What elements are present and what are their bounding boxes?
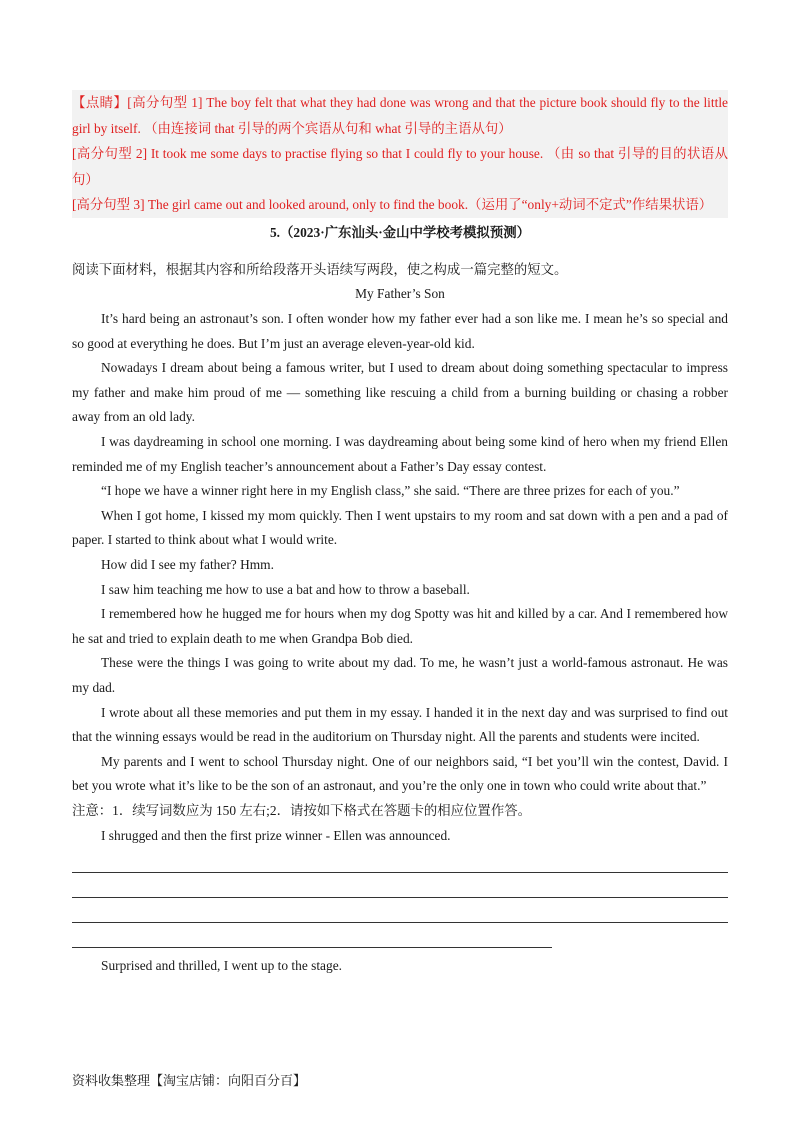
document-body: [72, 90, 728, 979]
question-instruction: 阅读下面材料，根据其内容和所给段落开头语续写两段，使之构成一篇完整的短文。: [72, 261, 568, 277]
story-title: My Father’s Son: [355, 286, 445, 302]
paragraph-2-opening: Surprised and thrilled, I went up to the stage.: [101, 958, 342, 974]
story-paragraph: Nowadays I dream about being a famous writer, but I used to dream about doing something spectacular to impress my father and make him proud of me — something like rescuing a child from a burning building or chasing a robber away from an old lady.: [72, 360, 728, 425]
story-paragraph: I was daydreaming in school one morning. I was daydreaming about being some kind of hero when my friend Ellen reminded me of my English teacher’s announcement about a Father’s Day essay contest.: [72, 434, 728, 474]
story-paragraph: When I got home, I kissed my mom quickly. Then I went upstairs to my room and sat down with a pen and a pad of paper. I started to think about what I would write.: [72, 507, 728, 548]
paragraph-1-opening: I shrugged and then the first prize winner - Ellen was announced.: [101, 827, 451, 843]
story-paragraph: I wrote about all these memories and put them in my essay. I handed it in the next day and was surprised to find out that the winning essays would be read in the auditorium on Thursday night. All the parents and students were incited.: [72, 704, 728, 745]
note-line-3: [高分句型 3] The girl came out and looked around, only to find the book.（运用了“only+动词不定式”作结果状语）: [72, 197, 713, 212]
writing-notice: 注意：1．续写词数应为 150 左右;2．请按如下格式在答题卡的相应位置作答。: [72, 802, 531, 818]
answer-line[interactable]: [72, 848, 728, 873]
story-paragraph: “I hope we have a winner right here in my English class,” she said. “There are three prizes for each of you.”: [101, 483, 680, 499]
answer-notes-box: [72, 90, 728, 218]
note-line-2: [高分句型 2] It took me some days to practise flying so that I could fly to your house. （由 so that 引导的目的状语从句）: [72, 146, 728, 187]
story-paragraph: My parents and I went to school Thursday night. One of our neighbors said, “I bet you’ll win the contest, David. I bet you wrote what it’s like to be the son of an astronaut, and you’re the only one in town who could write about that.”: [72, 753, 728, 794]
story-paragraph: It’s hard being an astronaut’s son. I often wonder how my father ever had a son like me. I mean he’s so special and so good at everything he does. But I’m just an average eleven-year-old kid.: [72, 311, 728, 351]
answer-line[interactable]: [72, 873, 728, 898]
story-paragraph: These were the things I was going to write about my dad. To me, he wasn’t just a world-famous astronaut. He was my dad.: [72, 655, 728, 695]
story-paragraph: How did I see my father? Hmm.: [101, 557, 274, 573]
story-paragraph: I remembered how he hugged me for hours when my dog Spotty was hit and killed by a car. And I remembered how he sat and tried to explain death to me when Grandpa Bob died.: [72, 606, 728, 646]
answer-line[interactable]: [72, 898, 728, 923]
note-line-1: 【点睛】[高分句型 1] The boy felt that what they had done was wrong and that the picture book should fly to the little girl by itself. （由连接词 that 引导的两个宾语从句和 what 引导的主语从句）: [72, 95, 728, 136]
answer-line[interactable]: [72, 923, 552, 948]
story-paragraph: I saw him teaching me how to use a bat and how to throw a baseball.: [101, 581, 470, 597]
question-title: 5.（2023·广东汕头·金山中学校考模拟预测）: [269, 224, 530, 240]
footer-source: 资料收集整理【淘宝店铺：向阳百分百】: [72, 1073, 307, 1088]
